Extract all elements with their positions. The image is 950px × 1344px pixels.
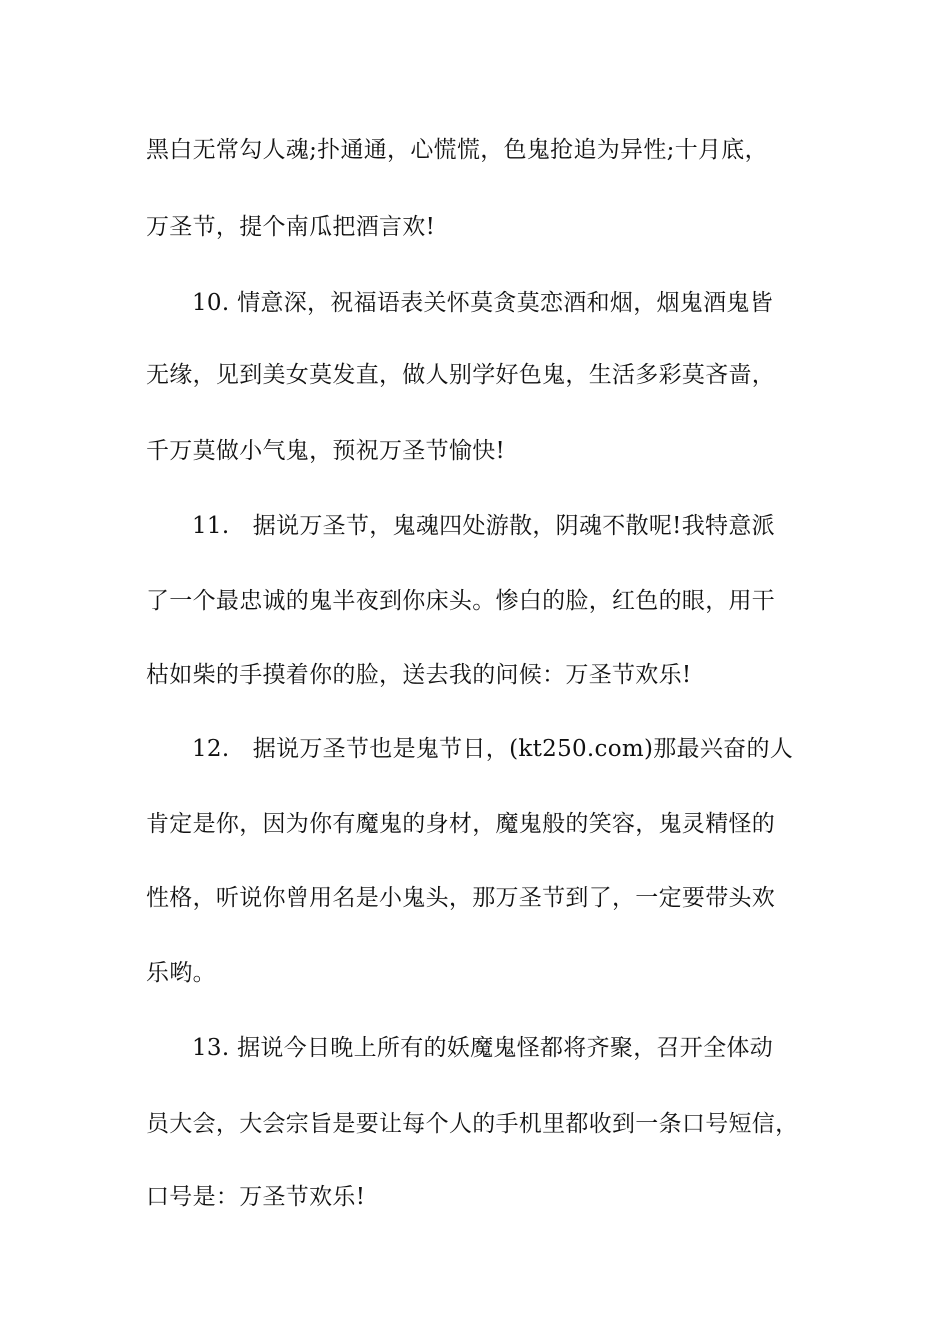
text-line-9: 12. 据说万圣节也是鬼节日，(kt250.com)那最兴奋的人 [192, 736, 794, 762]
text-line-4: 无缘，见到美女莫发直，做人别学好色鬼，生活多彩莫吝啬， [146, 362, 776, 388]
text-line-2: 万圣节，提个南瓜把酒言欢! [146, 214, 436, 240]
text-line-11: 性格，听说你曾用名是小鬼头，那万圣节到了，一定要带头欢 [146, 885, 776, 911]
text-line-8: 枯如柴的手摸着你的脸，送去我的问候：万圣节欢乐! [146, 662, 692, 688]
text-line-6: 11. 据说万圣节，鬼魂四处游散，阴魂不散呢!我特意派 [192, 513, 775, 539]
text-line-3: 10. 情意深，祝福语表关怀莫贪莫恋酒和烟，烟鬼酒鬼皆 [192, 290, 773, 316]
text-line-15: 口号是：万圣节欢乐! [146, 1184, 366, 1210]
text-line-10: 肯定是你，因为你有魔鬼的身材，魔鬼般的笑容，鬼灵精怪的 [146, 811, 776, 837]
text-line-7: 了一个最忠诚的鬼半夜到你床头。惨白的脸，红色的眼，用干 [146, 588, 776, 614]
text-line-13: 13. 据说今日晚上所有的妖魔鬼怪都将齐聚，召开全体动 [192, 1035, 773, 1061]
text-line-5: 千万莫做小气鬼，预祝万圣节愉快! [146, 438, 506, 464]
text-line-14: 员大会，大会宗旨是要让每个人的手机里都收到一条口号短信， [146, 1111, 799, 1137]
text-line-1: 黑白无常勾人魂;扑通通，心慌慌，色鬼抢追为异性;十月底， [146, 137, 768, 163]
text-line-12: 乐哟。 [146, 960, 216, 986]
